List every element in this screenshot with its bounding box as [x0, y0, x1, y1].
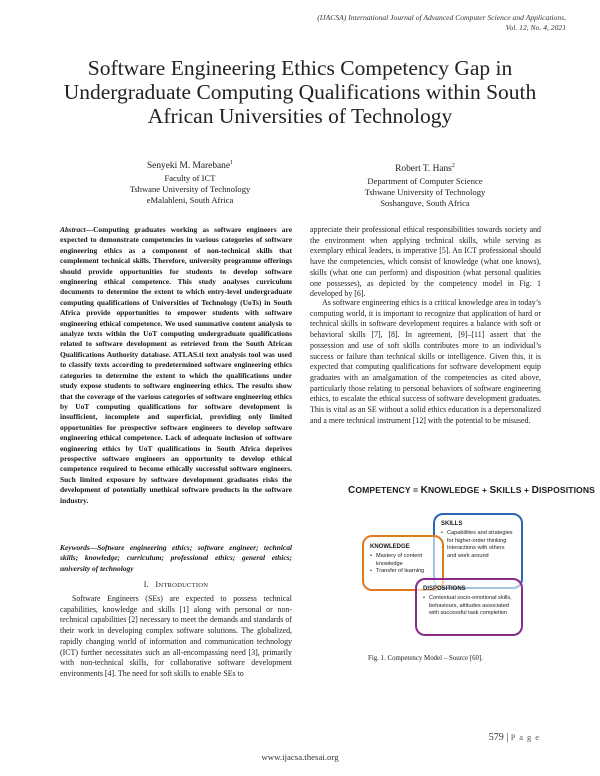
author-affiliation: Tshwane University of Technology	[364, 187, 486, 198]
skills-item: • Capabilities and strategies for higher-order thinking	[441, 530, 515, 545]
keywords-label: Keywords	[60, 543, 90, 552]
knowledge-item: • Transfer of learning	[370, 568, 436, 575]
dispositions-box	[415, 578, 523, 636]
abstract: Abstract—Computing graduates working as software engineers are expected to demonstrate competencies in various categories of software engineering ethics as a component of non-technical skills that complement technical skills. Therefore, university programme offerings should provide opportunities for students to develop software engineering ethical competence. This study analyses curriculum documents to determine the extent to which entry-level undergraduate computing qualifications of Universities of Technology (UoTs) in South Africa provide opportunities to empower students with software engineering ethical competence. We used summative content analysis to analyze texts within the UoT computing undergraduate qualifications related to software development as retrieved from the South African Qualifications Authority database. ATLAS.ti text analysis tool was used to classify texts according to predetermined software engineering ethics categories to determine the extent to which the qualifications under study expose students to software engineering ethics. The results show that the coverage of the various categories of software engineering ethics by UoT computing qualifications for software development is insufficient, incomplete and superficial, providing only limited opportunities for prospective software engineers to develop software engineering ethical competence. Lack of adequate inclusion of software engineering ethics by UoT qualifications in South Africa deprives prospective software engineers an opportunity to develop ethical competence required to become ethically successful software engineers. Such limited exposure by software development graduates risks the development of potentially unethical software products in the software industry.	[60, 225, 292, 505]
section-heading: I. INTRODUCTION	[143, 580, 209, 589]
dispositions-heading: DISPOSITIONS	[423, 586, 466, 592]
author-name: Robert T. Hans$^2$	[395, 163, 455, 175]
keywords: Keywords—Software engineering ethics; software engineer; technical skills; knowledge; curriculum; professional ethics; general ethics; university of technology	[60, 543, 292, 573]
author-affiliation: Faculty of ICT	[164, 173, 216, 184]
intro-paragraph: Software Engineers (SEs) are expected to possess technical capabilities, knowledge and skills [1] along with personal or non-technical capabilities [2] necessary to meet the demands and standards of their work in developing complex software solutions. The globalized, rapidly changing world of information and communication technology (ICT) further necessitates such an all-encompassing need [3], primarily with non-technical skills, for collaborative software development environments [4]. The need for soft skills to enable SEs to	[60, 594, 292, 678]
figure-caption: Fig. 1. Competency Model – Source [60].	[367, 655, 484, 662]
knowledge-heading: KNOWLEDGE	[370, 544, 410, 550]
author-affiliation: Soshanguve, South Africa	[380, 198, 470, 209]
author-affiliation: Department of Computer Science	[367, 176, 483, 187]
figure-title: COMPETENCY = KNOWLEDGE + SKILLS + DISPOSITIONS	[348, 485, 595, 496]
skills-heading: SKILLS	[441, 521, 463, 527]
author-name: Senyeki M. Marebane$^1$	[146, 160, 234, 172]
author-affiliation: Tshwane University of Technology	[129, 184, 251, 195]
intro-text	[60, 594, 292, 680]
keywords-text: Software engineering ethics; software engineer; technical skills; knowledge; curriculum; professional ethics; general ethics; university of technology	[60, 543, 292, 573]
abstract-text: Computing graduates working as software engineers are expected to demonstrate competencies in various categories of software engineering ethics as a component of non-technical skills that complement technical skills. Therefore, university programme offerings should provide opportunities for students to develop software engineering ethical competence. This study analyses curriculum documents to determine the extent to which entry-level undergraduate computing qualifications of Universities of Technology (UoTs) in South Africa provide opportunities to empower students with software engineering ethical competence. We used summative content analysis to analyze texts within the UoT computing undergraduate qualifications related to software development as retrieved from the South African Qualifications Authority database. ATLAS.ti text analysis tool was used to classify texts according to predetermined software engineering ethics categories to determine the extent to which the qualifications under study expose students to software engineering ethics. The results show that the coverage of the various categories of software engineering ethics by UoT computing qualifications for software development is insufficient, incomplete and superficial, providing only limited opportunities for prospective software engineers to develop software engineering ethical competence. Lack of adequate inclusion of software engineering ethics by UoT qualifications in South Africa deprives prospective software engineers an opportunity to develop ethical competence required to become ethically successful software engineers. Such limited exposure by software development graduates risks the development of potentially unethical software products in the software industry.	[60, 225, 292, 505]
right-column-text-2	[310, 298, 541, 426]
knowledge-item: • Mastery of content knowledge	[370, 553, 436, 568]
author-block-2	[330, 160, 520, 209]
author-affiliation: eMalahleni, South Africa	[146, 195, 234, 206]
abstract-label: Abstract	[60, 225, 86, 234]
journal-volume: Vol. 12, No. 4, 2021	[505, 23, 566, 32]
dispositions-item: • Contextual socio-emotional skills, behaviours, attitudes associated with successful task completion	[423, 595, 515, 617]
paper-title: Software Engineering Ethics Competency Gap in Undergraduate Computing Qualifications within South African Universities of Technology	[63, 56, 537, 128]
footer-url: www.ijacsa.thesai.org	[261, 752, 339, 762]
right-paragraph-2: As software engineering ethics is a critical knowledge area in today’s computing world, it is important to recognize that application of hard or technical skills in software development requires a balance with soft or behavioral skills [7], [8]. In agreement, [9]–[11] assert that the possession and use of soft skills contributes more to an individual’s success or failure than technical skills or intelligence. Given this, it is expected that computing qualifications for software development equip graduates with an amalgamation of the competencies as cited above, particularly those relating to personal behaviors of software engineering ethics, to escalate the ethical success of software development graduates. This is vital as an SE without a solid ethics education is a depersonalized and a mere technical instrument [12] with the potential to be misused.	[310, 298, 541, 425]
page-number: 579 | P a g e	[488, 732, 540, 743]
right-column-text-1	[310, 225, 541, 300]
skills-item: • Interactions with others and work around	[441, 545, 515, 560]
author-block-1	[95, 157, 285, 206]
journal-header	[317, 13, 566, 33]
competency-model-figure	[340, 477, 595, 632]
right-paragraph-1: appreciate their professional ethical responsibilities towards society and the environment when applying technical skills, while serving as exemplary ethical leaders, is imperative [5]. An ICT professional should have the competencies, which consist of knowledge (what one knows), skills (what one can perform) and disposition (what personal qualities one possesses), as depicted by the competency model in Fig. 1 developed by [6].	[310, 225, 541, 299]
journal-name: (IJACSA) International Journal of Advanced Computer Science and Applications,	[317, 13, 566, 22]
